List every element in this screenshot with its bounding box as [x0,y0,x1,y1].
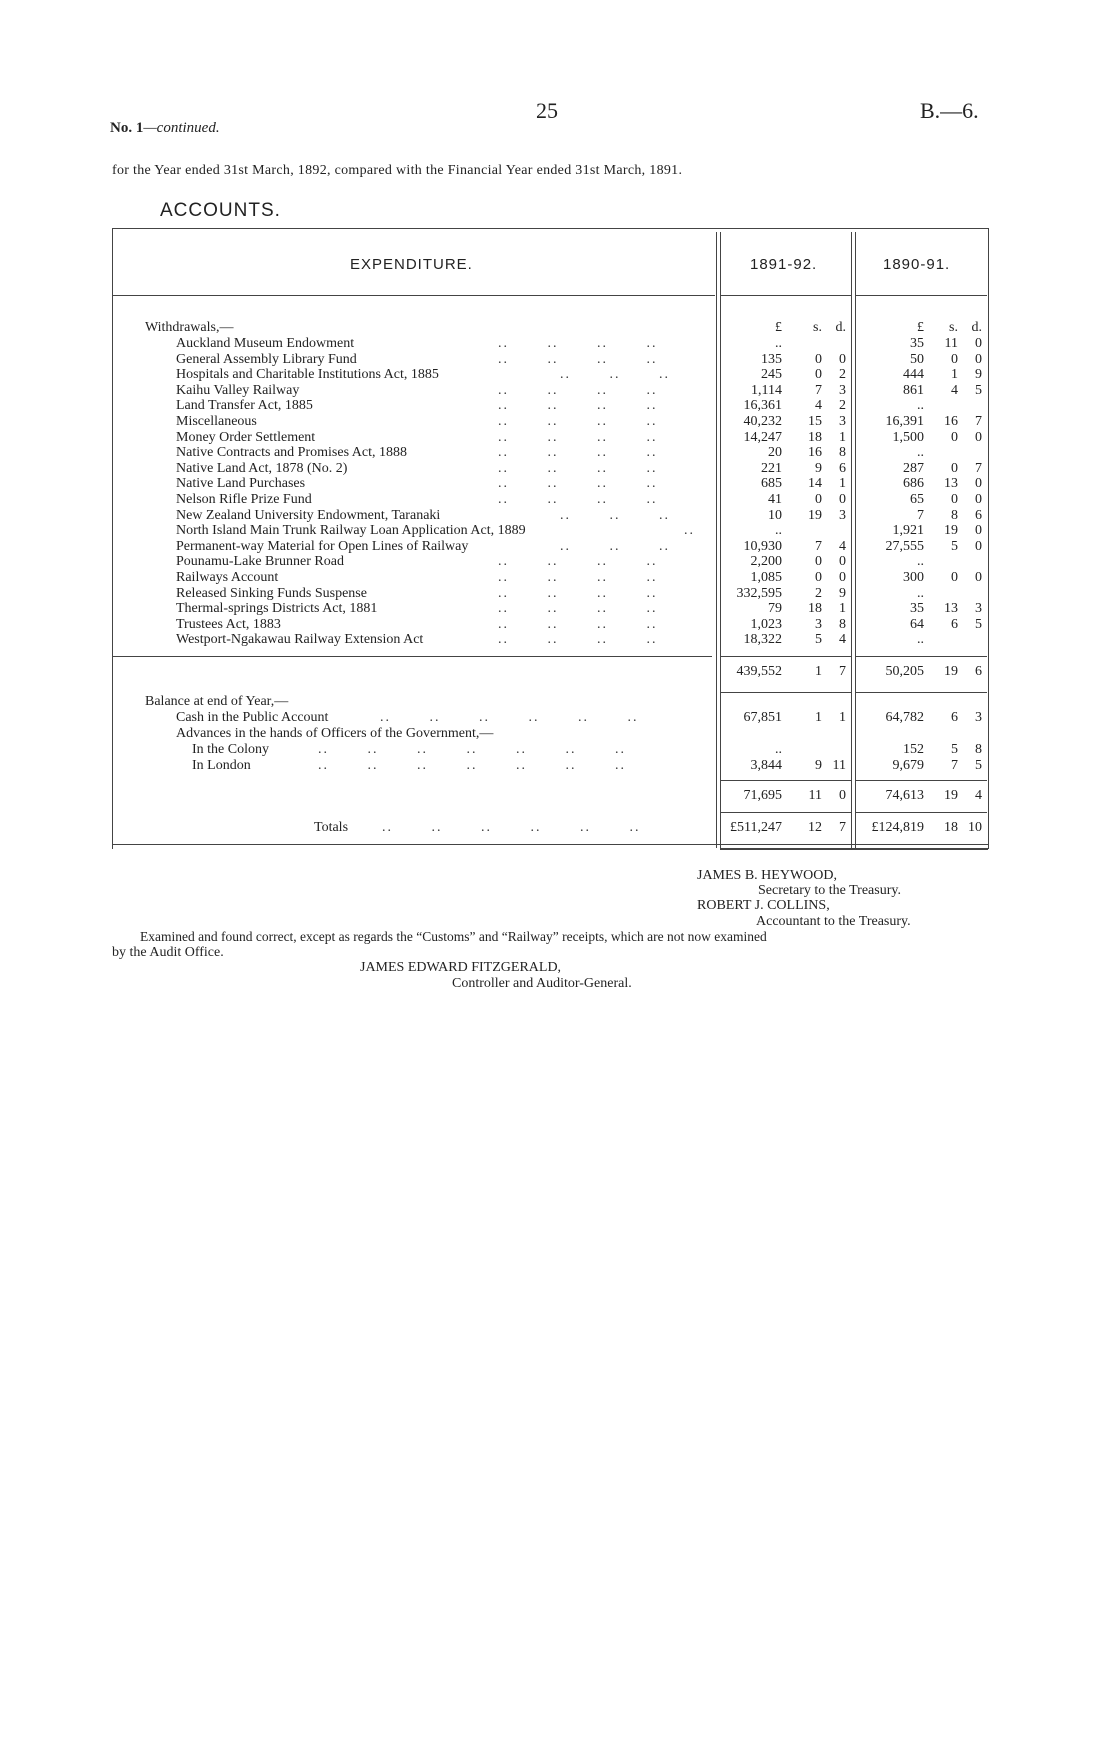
row-y1-pence: 9 [839,585,846,601]
totals-y2-d: 10 [968,820,982,835]
colony-y2-s: 5 [951,742,958,757]
row-y1-pence: 0 [839,492,846,507]
row-y1-pounds: 10 [768,507,782,523]
row-y1-pounds: 1,023 [750,616,782,632]
row-y2-shillings: 0 [951,492,958,507]
row-y1-shillings: 18 [808,601,822,617]
row-dots: .. .. .. [560,367,670,383]
row-y1-pounds: 16,361 [743,398,782,414]
row-y1-shillings: 19 [808,507,822,523]
row-y2-pence: 0 [975,429,982,445]
row-y2-pence: 9 [975,367,982,383]
row-y1-pounds: 1,114 [751,382,782,398]
signature-collins-title: Accountant to the Treasury. [756,914,911,929]
subtotal-rule-y2 [855,656,987,657]
row-label: Nelson Rifle Prize Fund [176,492,312,507]
row-label: General Assembly Library Fund [176,351,357,367]
doc-no-suffix: —continued. [143,120,220,136]
row-y1-pounds: 135 [761,351,782,367]
row-label: Railways Account [176,570,279,585]
row-y1-pounds: 40,232 [743,414,782,429]
row-y1-pence: 0 [839,554,846,570]
row-y2-pounds: .. [917,585,924,601]
row-dots: .. .. .. .. [498,429,658,445]
btotal-y1-s: 11 [808,788,822,803]
table-row [0,523,1114,539]
totals-y2-s: 18 [944,820,958,835]
row-y1-pounds: 2,200 [750,554,782,570]
row-label: North Island Main Trunk Railway Loan Application Act, 1889 [176,523,526,539]
row-dots: .. .. .. .. [498,351,658,367]
table-row [0,476,1114,492]
table-row [0,508,1114,524]
cash-y2-d: 3 [975,710,982,725]
row-label: Land Transfer Act, 1885 [176,398,313,414]
totals-rule-y2 [855,812,987,813]
row-y1-pence: 0 [839,570,846,585]
row-y1-pounds: 221 [761,460,782,476]
row-label: Kaihu Valley Railway [176,382,300,398]
row-y2-pounds: 1,500 [892,429,924,445]
cash-dots: .. .. .. .. .. .. [380,710,639,725]
totals-dots: .. .. .. .. .. .. [382,820,641,835]
cash-label: Cash in the Public Account [176,710,329,725]
row-y1-shillings: 5 [815,632,822,648]
withdrawals-total-row [0,664,1114,680]
london-dots: .. .. .. .. .. .. .. [318,758,626,773]
unit-s-y1: s. [813,320,822,335]
row-y2-shillings: 0 [951,429,958,445]
balance-rule-y2 [855,692,987,693]
row-label: Westport-Ngakawau Railway Extension Act [176,632,424,648]
totals-y2-l: £124,819 [871,820,924,835]
row-dots: .. .. .. .. [498,492,658,507]
row-y2-pence: 0 [975,336,982,351]
btotal-y2-l: 74,613 [885,788,924,803]
table-row [0,570,1114,586]
row-dots: .. .. .. .. [498,554,658,570]
colony-dots: .. .. .. .. .. .. .. [318,742,626,757]
row-y1-pence: 1 [839,429,846,445]
row-y1-pence: 8 [839,445,846,461]
btotal-y1-l: 71,695 [743,788,782,803]
col-header-expenditure: EXPENDITURE. [350,256,473,273]
row-y2-shillings: 0 [951,351,958,367]
row-y1-pence: 2 [839,398,846,414]
row-y1-shillings: 0 [815,554,822,570]
row-y1-pence: 3 [839,414,846,429]
table-row [0,601,1114,617]
row-dots: .. .. .. .. [498,632,658,648]
row-label: Thermal-springs Districts Act, 1881 [176,601,378,617]
table-row [0,352,1114,368]
paper-reference: B.—6. [920,98,979,123]
balance-total-row [0,788,1114,804]
table-row [0,461,1114,477]
row-y2-pounds: .. [917,632,924,648]
table-row [0,617,1114,633]
row-label: New Zealand University Endowment, Taranaki [176,507,441,523]
row-label: Native Land Purchases [176,476,306,492]
row-y2-shillings: 4 [951,382,958,398]
subtitle: for the Year ended 31st March, 1892, compared with the Financial Year ended 31st March, 1891. [112,163,683,178]
section-title: ACCOUNTS. [160,200,281,221]
header-rule [112,295,715,296]
doc-no: No. 1 [110,120,144,136]
header-rule-y2 [855,295,987,296]
row-dots: .. .. .. .. [498,570,658,585]
totals-rule-y1 [720,812,851,813]
london-label: In London [192,758,251,773]
signature-heywood-title: Secretary to the Treasury. [758,883,901,898]
document-number [110,120,220,137]
subtotal-rule-left [112,656,712,657]
totals-y1-l: £511,247 [730,820,782,835]
london-y2-d: 5 [975,758,982,773]
row-y1-shillings: 3 [815,616,822,632]
row-y1-shillings: 16 [808,445,822,461]
signature-heywood-name: JAMES B. HEYWOOD, [697,868,837,883]
row-y1-pounds: 20 [768,445,782,461]
cash-y2-s: 6 [951,710,958,725]
row-dots: .. .. .. .. [498,414,658,429]
row-label: Money Order Settlement [176,429,316,445]
wtotal-y2-d: 6 [975,664,982,679]
row-y2-pence: 5 [975,382,982,398]
table-row [0,414,1114,430]
row-dots: .. .. .. .. [498,382,658,398]
table-row [0,430,1114,446]
table-row [0,539,1114,555]
row-label: Native Contracts and Promises Act, 1888 [176,445,407,461]
bottom-rule-1 [112,844,988,845]
row-y1-pence: 1 [839,601,846,617]
table-row [0,554,1114,570]
row-dots: .. .. .. .. [498,460,658,476]
row-y2-pounds: 7 [917,507,924,523]
row-y1-pence: 6 [839,460,846,476]
row-y1-pounds: 18,322 [743,632,782,648]
subtotal-rule-y1 [720,656,851,657]
row-y1-shillings: 7 [815,538,822,554]
row-y1-pounds: 245 [761,367,782,383]
balance-rule-y1 [720,692,851,693]
row-y2-pounds: 686 [903,476,924,492]
row-dots: .. .. .. .. [498,398,658,414]
row-y2-shillings: 19 [944,523,958,539]
row-dots: .. .. .. [560,507,670,523]
colony-y2-d: 8 [975,742,982,757]
row-y2-pence: 0 [975,538,982,554]
colony-y1-l: .. [775,742,782,757]
row-y1-shillings: 18 [808,429,822,445]
row-y2-pounds: 16,391 [885,414,924,429]
row-y1-pence: 0 [839,351,846,367]
bottom-rule-2 [720,848,988,850]
row-y1-pence: 1 [839,476,846,492]
unit-pound-y1: £ [775,320,782,335]
table-row [0,586,1114,602]
row-y2-pounds: 1,921 [892,523,924,539]
row-y2-pounds: .. [917,445,924,461]
btotal-y1-d: 0 [839,788,846,803]
row-label: Hospitals and Charitable Institutions Act, 1885 [176,367,439,383]
row-dots: .. .. .. .. [498,336,658,351]
row-label: Pounamu-Lake Brunner Road [176,554,344,570]
wtotal-y2-l: 50,205 [885,664,924,679]
table-row [0,336,1114,352]
row-y1-shillings: 15 [808,414,822,429]
row-y2-pounds: 64 [910,616,924,632]
row-y1-pounds: 14,247 [743,429,782,445]
row-y2-pounds: 65 [910,492,924,507]
row-y1-pence: 4 [839,538,846,554]
row-y2-pence: 6 [975,507,982,523]
totals-row [0,820,1114,836]
wtotal-y1-l: 439,552 [736,664,782,679]
row-label: Auckland Museum Endowment [176,336,355,351]
unit-d-y1: d. [835,320,846,335]
col-header-1890: 1890-91. [883,256,951,273]
row-y2-pounds: .. [917,554,924,570]
cash-y1-l: 67,851 [743,710,782,725]
balance-total-rule-y2 [855,780,987,781]
unit-pound-y2: £ [917,320,924,335]
cash-row [0,710,1114,726]
row-y1-pence: 8 [839,616,846,632]
btotal-y2-d: 4 [975,788,982,803]
unit-s-y2: s. [949,320,958,335]
balance-total-rule-y1 [720,780,851,781]
table-row [0,367,1114,383]
row-y2-shillings: 13 [944,601,958,617]
cash-y2-l: 64,782 [885,710,924,725]
table-row [0,445,1114,461]
row-y1-pounds: 1,085 [750,570,782,585]
row-y1-pounds: .. [775,523,782,539]
london-y2-l: 9,679 [892,758,924,773]
row-y1-pounds: 685 [761,476,782,492]
london-y1-l: 3,844 [750,758,782,773]
row-y2-pence: 0 [975,492,982,507]
row-y2-pence: 0 [975,570,982,585]
totals-label: Totals [314,820,349,835]
totals-y1-d: 7 [839,820,846,835]
page-number: 25 [536,98,558,123]
row-y1-pence: 3 [839,382,846,398]
row-y2-pounds: 50 [910,351,924,367]
row-label: Trustees Act, 1883 [176,616,281,632]
row-dots: .. .. .. .. [498,476,658,492]
row-y1-shillings: 14 [808,476,822,492]
row-dots: .. [684,523,695,539]
row-label: Released Sinking Funds Suspense [176,585,367,601]
cash-y1-s: 1 [815,710,822,725]
row-y2-pounds: 287 [903,460,924,476]
colony-label: In the Colony [192,742,269,757]
row-y2-shillings: 13 [944,476,958,492]
row-y2-shillings: 1 [951,367,958,383]
row-y2-shillings: 8 [951,507,958,523]
row-dots: .. .. .. [560,538,670,554]
row-label: Native Land Act, 1878 (No. 2) [176,460,348,476]
row-dots: .. .. .. .. [498,601,658,617]
wtotal-y2-s: 19 [944,664,958,679]
row-y2-shillings: 0 [951,460,958,476]
row-dots: .. .. .. .. [498,616,658,632]
row-y2-pounds: 444 [903,367,924,383]
colony-row [0,742,1114,758]
signature-collins-name: ROBERT J. COLLINS, [697,898,830,913]
row-y2-pence: 5 [975,616,982,632]
row-y1-shillings: 2 [815,585,822,601]
row-y2-pounds: .. [917,398,924,414]
row-y2-pounds: 35 [910,601,924,617]
london-y1-s: 9 [815,758,822,773]
row-y2-shillings: 5 [951,538,958,554]
london-y1-d: 11 [832,758,846,773]
table-row [0,398,1114,414]
london-y2-s: 7 [951,758,958,773]
row-y2-shillings: 6 [951,616,958,632]
row-y2-pence: 0 [975,523,982,539]
row-y2-shillings: 0 [951,570,958,585]
row-y2-pounds: 861 [903,382,924,398]
row-label: Miscellaneous [176,414,257,429]
row-y1-shillings: 4 [815,398,822,414]
row-y1-shillings: 0 [815,570,822,585]
colony-y2-l: 152 [903,742,924,757]
row-y1-pounds: 79 [768,601,782,617]
totals-y1-s: 12 [808,820,822,835]
row-y1-shillings: 7 [815,382,822,398]
row-y1-pence: 4 [839,632,846,648]
row-y2-shillings: 11 [944,336,958,351]
examined-statement-cont: by the Audit Office. [112,945,224,960]
row-y1-shillings: 0 [815,492,822,507]
signature-fitzgerald-title: Controller and Auditor-General. [452,976,632,991]
header-rule-y1 [720,295,851,296]
wtotal-y1-d: 7 [839,664,846,679]
row-y2-pence: 3 [975,601,982,617]
row-y1-shillings: 0 [815,367,822,383]
table-row [0,492,1114,508]
row-y1-pence: 3 [839,507,846,523]
row-y2-pounds: 300 [903,570,924,585]
row-dots: .. .. .. .. [498,445,658,461]
table-row [0,632,1114,648]
row-y1-pounds: 41 [768,492,782,507]
row-y1-pence: 2 [839,367,846,383]
signature-fitzgerald-name: JAMES EDWARD FITZGERALD, [360,960,562,975]
row-y2-pence: 0 [975,476,982,492]
row-y1-shillings: 0 [815,351,822,367]
examined-statement: Examined and found correct, except as regards the “Customs” and “Railway” receipts, which are not now examined [140,929,767,944]
row-y1-pounds: 10,930 [743,538,782,554]
row-y2-pence: 0 [975,351,982,367]
wtotal-y1-s: 1 [815,664,822,679]
row-y2-pence: 7 [975,460,982,476]
row-y2-pounds: 27,555 [885,538,924,554]
row-dots: .. .. .. .. [498,585,658,601]
cash-y1-d: 1 [839,710,846,725]
unit-d-y2: d. [971,320,982,335]
row-y2-pence: 7 [975,414,982,429]
row-y1-shillings: 9 [815,460,822,476]
row-label: Permanent-way Material for Open Lines of Railway [176,538,469,554]
london-row [0,758,1114,774]
btotal-y2-s: 19 [944,788,958,803]
col-header-1891: 1891-92. [750,256,818,273]
row-y1-pounds: 332,595 [736,585,782,601]
row-y2-pounds: 35 [910,336,924,351]
table-row [0,383,1114,399]
row-y2-shillings: 16 [944,414,958,429]
row-y1-pounds: .. [775,336,782,351]
